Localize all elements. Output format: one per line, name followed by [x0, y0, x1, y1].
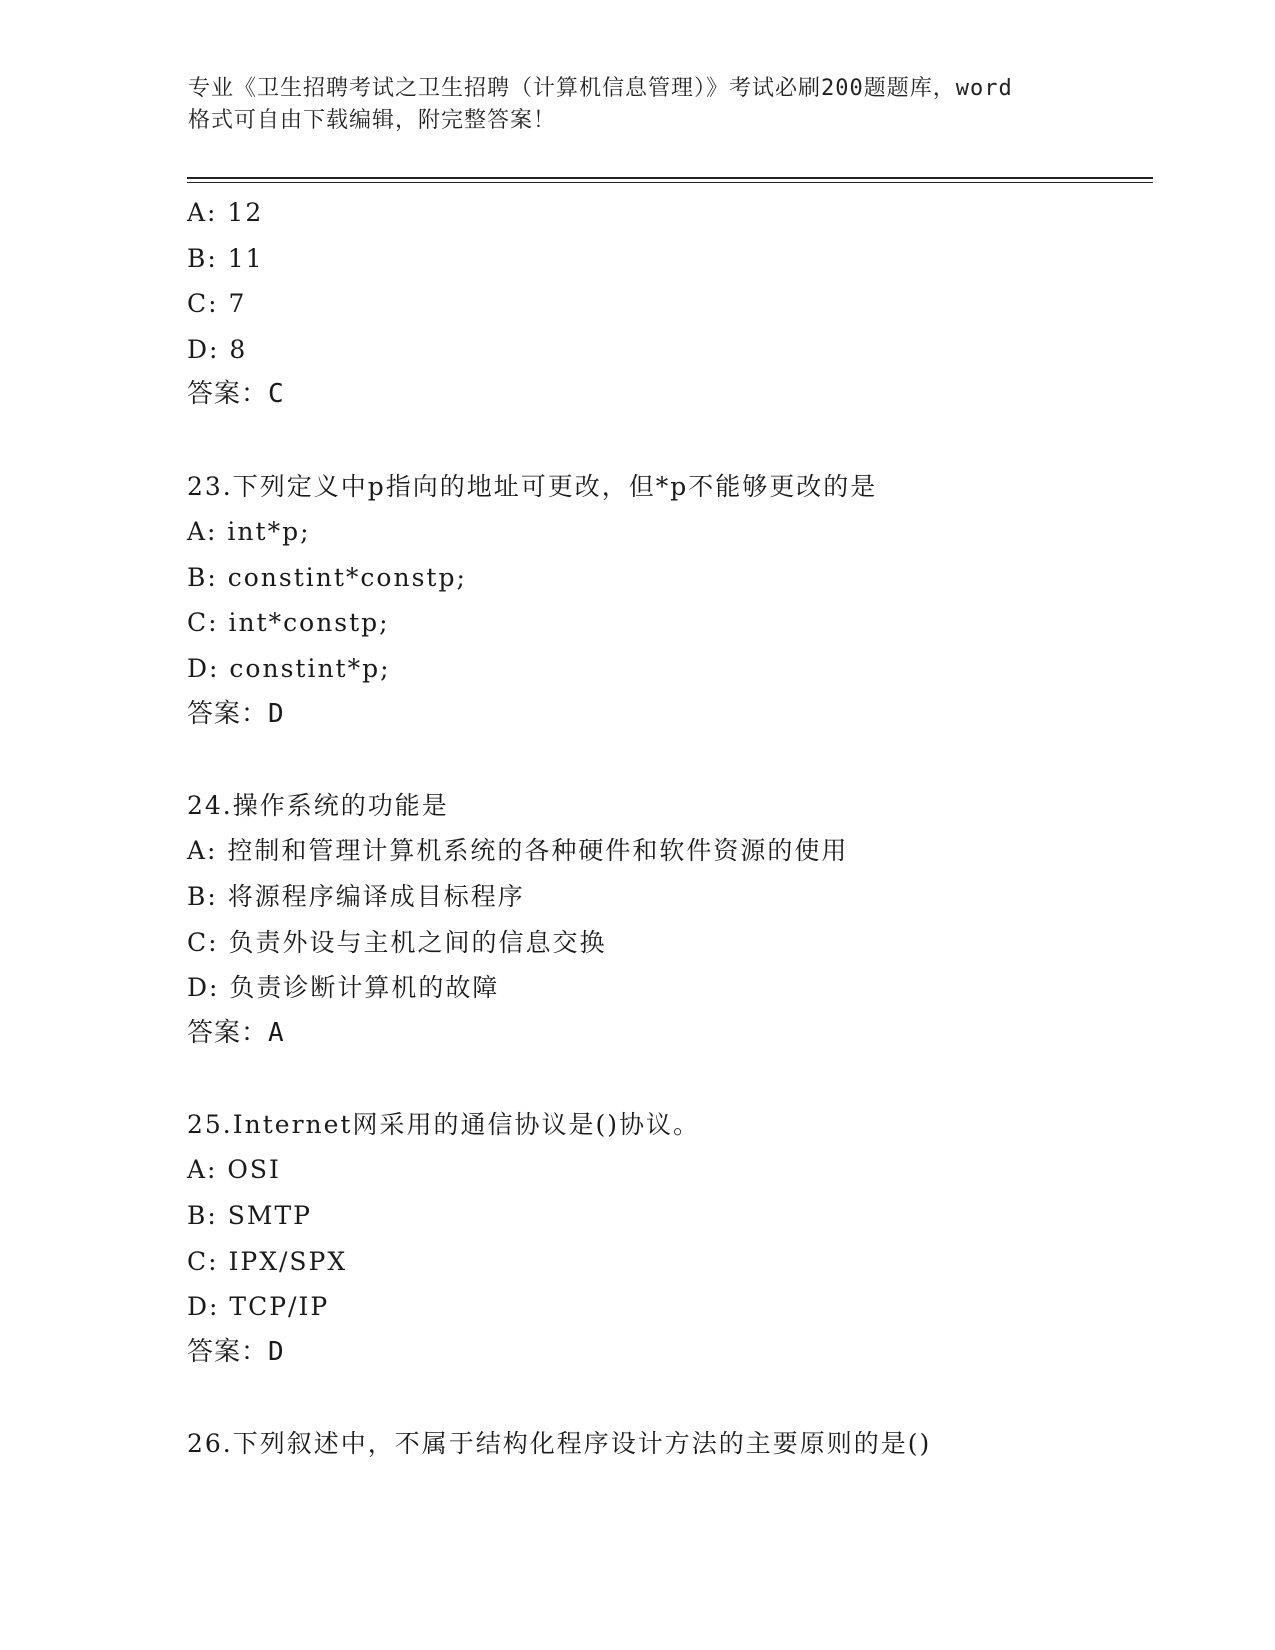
spacer	[187, 1375, 1153, 1421]
answer: 答案：C	[187, 379, 285, 410]
option-c: C: int*constp;	[187, 608, 390, 638]
document-header	[188, 73, 1108, 137]
question-text: 26.下列叙述中，不属于结构化程序设计方法的主要原则的是()	[187, 1429, 932, 1459]
question-text: 25.Internet网采用的通信协议是()协议。	[187, 1109, 700, 1139]
option-b: B: 将源程序编译成目标程序	[187, 881, 525, 911]
answer: 答案：D	[187, 1336, 285, 1367]
header-line-1: 专业《卫生招聘考试之卫生招聘（计算机信息管理）》考试必刷200题题库，word	[188, 76, 1013, 101]
option-d: D: constint*p;	[187, 653, 391, 683]
question-text: 23.下列定义中p指向的地址可更改，但*p不能够更改的是	[187, 471, 878, 501]
spacer	[187, 1056, 1153, 1102]
option-a: A: int*p;	[187, 517, 311, 547]
option-d: D: 8	[187, 334, 248, 364]
option-c: C: 7	[187, 289, 247, 319]
option-d: D: TCP/IP	[187, 1292, 330, 1322]
question-25	[187, 1102, 1153, 1376]
option-b: B: constint*constp;	[187, 562, 467, 592]
option-a: A: 12	[187, 198, 264, 227]
option-a: A: 控制和管理计算机系统的各种硬件和软件资源的使用	[187, 836, 849, 866]
question-text: 24.操作系统的功能是	[187, 790, 449, 820]
question-24	[187, 783, 1153, 1057]
option-d: D: 负责诊断计算机的故障	[187, 973, 500, 1003]
option-b: B: SMTP	[187, 1201, 312, 1231]
question-26	[187, 1421, 1153, 1467]
header-divider-thin	[187, 182, 1153, 183]
question-23	[187, 464, 1153, 738]
option-b: B: 11	[187, 243, 264, 273]
answer: 答案：A	[187, 1017, 285, 1048]
option-c: C: IPX/SPX	[187, 1246, 348, 1276]
option-c: C: 负责外设与主机之间的信息交换	[187, 927, 607, 957]
option-a: A: OSI	[187, 1155, 281, 1185]
header-line-2: 格式可自由下载编辑，附完整答案！	[188, 108, 557, 133]
question-list	[187, 190, 1153, 1467]
spacer	[187, 418, 1153, 464]
answer: 答案：D	[187, 698, 285, 729]
question-22	[187, 190, 1153, 418]
header-divider-thick	[187, 177, 1153, 179]
spacer	[187, 737, 1153, 783]
